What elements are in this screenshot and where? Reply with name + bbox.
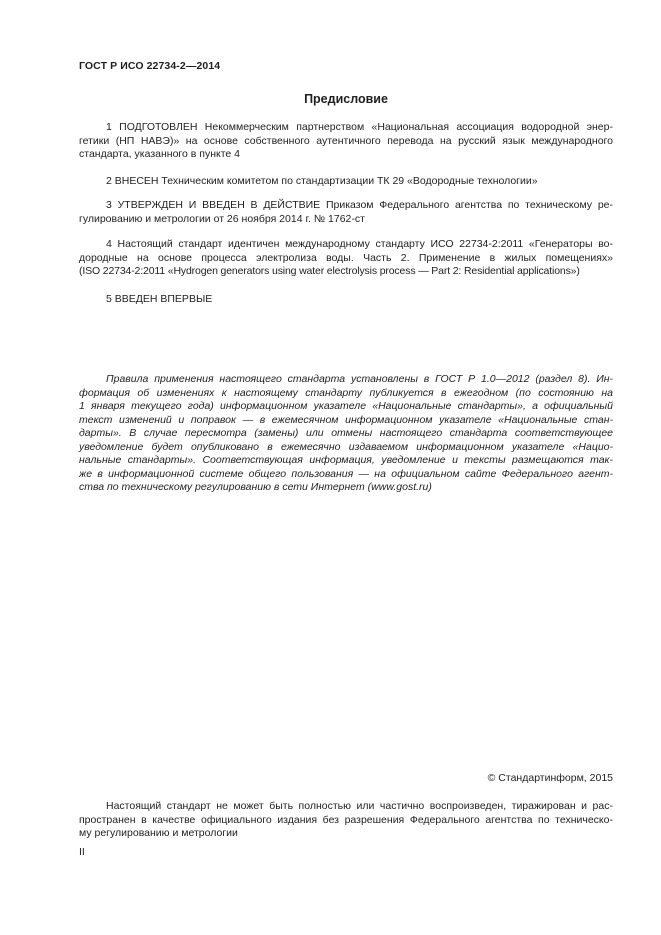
- notice-line: 1 января текущего года) информационном указателе «Национальные стандарты», а официальный: [79, 400, 613, 412]
- foreword-item-4-line: 4 Настоящий стандарт идентичен международному стандарту ИСО 22734-2:2011 «Генераторы во-: [106, 238, 613, 250]
- foreword-item-5: [79, 293, 613, 307]
- foreword-item-3-line: гулированию и метрологии от 26 ноября 2014 г. № 1762-ст: [79, 212, 365, 225]
- notice-line: уведомление будет опубликовано в ежемесячно издаваемом информационном указателе «Нацио-: [79, 440, 613, 453]
- page-number: II: [79, 846, 85, 858]
- footer-note-line: Настоящий стандарт не может быть полностью или частично воспроизведен, тиражирован и рас-: [106, 800, 613, 812]
- foreword-item-2: [79, 175, 613, 189]
- foreword-item-4-line: дородные на основе процесса электролиза воды. Часть 2. Применение в жилых помещениях»: [79, 251, 613, 264]
- foreword-item-4-line: (ISO 22734-2:2011 «Hydrogen generators using water electrolysis process — Part 2: Residential applications»): [79, 265, 580, 277]
- foreword-title: Предисловие: [304, 92, 388, 106]
- footer-note-line: му регулированию и метрологии: [79, 827, 238, 839]
- document-id-header: ГОСТ Р ИСО 22734-2—2014: [79, 60, 221, 72]
- notice-line: Правила применения настоящего стандарта установлены в ГОСТ Р 1.0—2012 (раздел 8). Ин-: [106, 373, 613, 385]
- reproduction-restriction-note: [79, 800, 613, 841]
- foreword-item-3: [79, 199, 613, 226]
- notice-line: текст изменений и поправок — в ежемесячном информационном указателе «Национальные стан-: [79, 413, 613, 426]
- foreword-item-1-line: гетики (НП НАВЭ)» на основе собственного аутентичного перевода на русский язык международного: [79, 134, 613, 147]
- foreword-item-4: [79, 238, 613, 279]
- foreword-item-1: [79, 121, 613, 162]
- notice-line: дарты». В случае пересмотра (замены) или отмены настоящего стандарта соответствующее: [79, 427, 613, 439]
- foreword-item-3-line: 3 УТВЕРЖДЕН И ВВЕДЕН В ДЕЙСТВИЕ Приказом Федерального агентства по техническому ре-: [106, 199, 613, 211]
- footer-note-line: пространен в качестве официального издания без разрешения Федерального агентства по техническо-: [79, 813, 613, 826]
- notice-line: ства по техническому регулированию в сети Интернет (www.gost.ru): [79, 481, 432, 493]
- notice-line: же в информационной системе общего пользования — на официальном сайте Федерального агент-: [79, 467, 613, 480]
- copyright-notice: © Стандартинформ, 2015: [487, 772, 613, 784]
- application-rules-notice: [79, 373, 613, 495]
- foreword-item-2-line: 2 ВНЕСЕН Техническим комитетом по стандартизации ТК 29 «Водородные технологии»: [106, 175, 538, 187]
- foreword-item-1-line: 1 ПОДГОТОВЛЕН Некоммерческим партнерством «Национальная ассоциация водородной энер-: [106, 121, 613, 133]
- foreword-item-5-line: 5 ВВЕДЕН ВПЕРВЫЕ: [106, 293, 213, 305]
- notice-line: формация об изменениях к настоящему стандарту публикуется в ежегодном (по состоянию на: [79, 386, 613, 399]
- notice-line: нальные стандарты». Соответствующая информация, уведомление и тексты размещаются так-: [79, 454, 613, 466]
- foreword-item-1-line: стандарта, указанного в пункте 4: [79, 148, 240, 160]
